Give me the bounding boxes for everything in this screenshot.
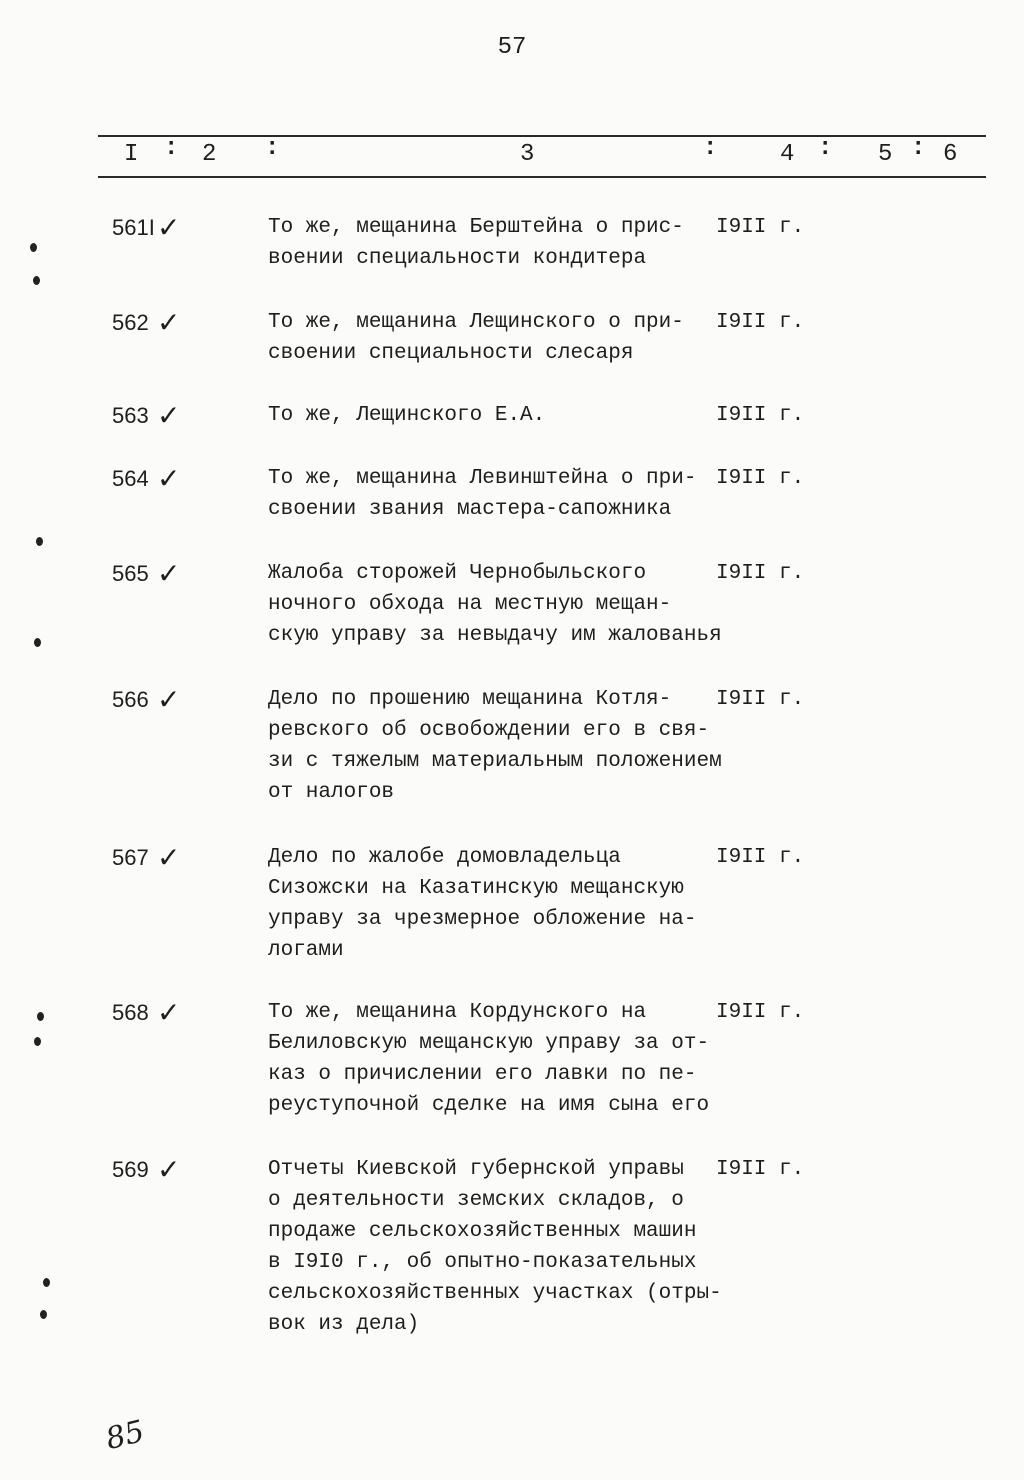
description-line: о деятельности земских складов, о [268,1189,684,1212]
list-item [0,683,1024,804]
binding-hole-icon [40,1310,47,1319]
binding-hole-icon [43,1278,50,1287]
list-item [0,211,1024,270]
entry-date: I9II г. [716,1158,805,1181]
description-line: То же, Лещинского Е.А. [268,404,546,427]
entry-date: I9II г. [716,216,805,239]
list-item [0,1153,1024,1336]
binding-hole-icon [30,243,37,252]
col-header-4: 4 [780,141,795,168]
description-line: ночного обхода на местную мещан- [268,593,672,616]
entry-number: 562 [112,310,149,335]
description-line: То же, мещанина Берштейна о прис- [268,216,684,239]
list-item [0,841,1024,962]
check-mark-icon: ✓ [157,211,181,244]
entry-date: I9II г. [716,562,805,585]
entry-date: I9II г. [716,688,805,711]
check-mark-icon: ✓ [157,306,181,339]
col-separator: : [911,135,926,162]
entry-number: 567 [112,845,149,870]
description-line: своении специальности слесаря [268,342,634,365]
entry-date: I9II г. [716,1001,805,1024]
page-number: 57 [497,34,527,61]
entry-description [268,1154,722,1340]
col-separator: : [265,135,280,162]
col-header-5: 5 [878,141,893,168]
description-line: логами [268,939,344,962]
description-line: каз о причислении его лавки по пе- [268,1063,697,1086]
binding-hole-icon [34,638,41,647]
entry-number: 566 [112,687,149,712]
entry-description [268,997,708,1121]
col-separator: : [818,135,833,162]
list-item [0,462,1024,521]
col-separator: : [703,135,718,162]
binding-hole-icon [33,276,40,285]
binding-hole-icon [37,1012,44,1021]
check-mark-icon: ✓ [157,462,181,495]
entry-number: 563 [112,403,149,428]
description-line: То же, мещанина Левинштейна о при- [268,467,697,490]
entry-number: 565 [112,561,149,586]
description-line: продаже сельскохозяйственных машин [268,1220,697,1243]
entry-date: I9II г. [716,311,805,334]
list-item [0,996,1024,1117]
col-header-6: 6 [943,141,958,168]
description-line: Дело по жалобе домовладельца [268,846,621,869]
list-item [0,306,1024,365]
entry-date: I9II г. [716,404,805,427]
description-line: воении специальности кондитера [268,247,647,270]
description-line: Белиловскую мещанскую управу за от- [268,1032,710,1055]
description-line: в I9I0 г., об опытно-показательных [268,1251,697,1274]
check-mark-icon: ✓ [157,841,181,874]
description-line: реуступочной сделке на имя сына его [268,1094,710,1117]
check-mark-icon: ✓ [157,683,181,716]
entry-description [268,400,708,431]
description-line: Жалоба сторожей Чернобыльского [268,562,647,585]
entry-number: 564 [112,466,149,491]
entry-date: I9II г. [716,846,805,869]
list-item [0,557,1024,647]
description-line: ревского об освобождении его в свя- [268,719,710,742]
entry-description [268,212,708,274]
entry-date: I9II г. [716,467,805,490]
check-mark-icon: ✓ [157,399,181,432]
col-separator: : [164,135,179,162]
col-header-1: I [124,141,139,168]
col-header-2: 2 [202,141,217,168]
entry-description [268,842,708,966]
binding-hole-icon [34,1037,41,1046]
entry-description [268,307,708,369]
table-header-bottom-rule [98,176,986,178]
description-line: от налогов [268,781,395,804]
check-mark-icon: ✓ [157,1153,181,1186]
entry-description [268,558,722,651]
binding-hole-icon [36,537,43,546]
entry-description [268,684,722,808]
entry-description [268,463,708,525]
description-line: управу за чрезмерное обложение на- [268,908,697,931]
entry-number: 569 [112,1157,149,1182]
description-line: То же, мещанина Кордунского на [268,1001,647,1024]
entry-number: 561I [112,215,155,240]
description-line: Дело по прошению мещанина Котля- [268,688,672,711]
list-item [0,399,1024,432]
check-mark-icon: ✓ [157,557,181,590]
description-line: своении звания мастера-сапожника [268,498,672,521]
description-line: скую управу за невыдачу им жалованья [268,624,722,647]
entry-number: 568 [112,1000,149,1025]
description-line: вок из дела) [268,1313,420,1336]
handwritten-mark: 85 [102,1413,148,1458]
description-line: Отчеты Киевской губернской управы [268,1158,684,1181]
description-line: Сизожски на Казатинскую мещанскую [268,877,684,900]
table-header-top-rule [98,135,986,137]
description-line: сельскохозяйственных участках (отры- [268,1282,722,1305]
check-mark-icon: ✓ [157,996,181,1029]
col-header-3: 3 [520,141,535,168]
description-line: зи с тяжелым материальным положением [268,750,722,773]
description-line: То же, мещанина Лещинского о при- [268,311,684,334]
